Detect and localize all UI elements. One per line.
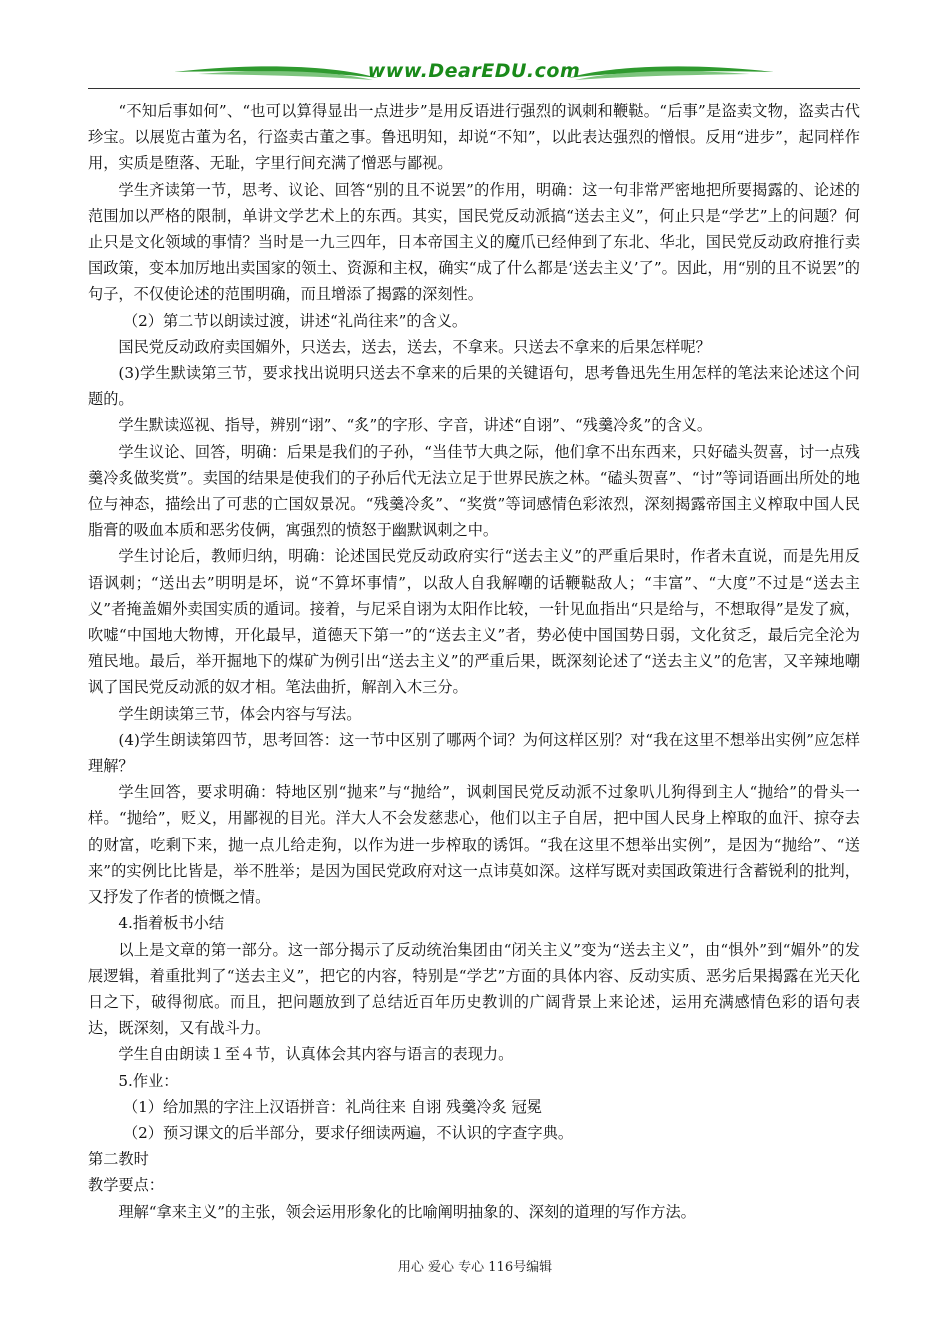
paragraph: 学生回答，要求明确：特地区别“抛来”与“抛给”，讽刺国民党反动派不过象叭儿狗得到主人“抛给”的骨头一样。“抛给”，贬义，用鄙视的目光。洋大人不会发慈悲心，他们以主子自居，把中国人民身上榨取的血汗、掠夺去的财富，吃剩下来，抛一点儿给走狗，以作为进一步榨取的诱饵。“我在这里不想举出实例”，是因为“抛给”、“送来”的实例比比皆是，举不胜举；是因为国民党政府对这一点讳莫如深。这样写既对卖国政策进行含蓄锐利的批判，又抒发了作者的愤慨之情。	[88, 783, 860, 907]
paragraph: 学生朗读第三节，体会内容与写法。	[118, 704, 362, 723]
paragraph: 学生议论、回答，明确：后果是我们的子孙，“当佳节大典之际，他们拿不出东西来，只好磕头贺喜，讨一点残羹冷炙做奖赏”。卖国的结果是使我们的子孙后代无法立足于世界民族之林。“磕头贺喜”、“讨”等词语画出所处的地位与神态，描绘出了可悲的亡国奴景况。“残羹冷炙”、“奖赏”等词感情色彩浓烈，深刻揭露帝国主义榨取中国人民脂膏的吸血本质和恶劣伎俩，寓强烈的愤怒于幽默讽刺之中。	[88, 442, 860, 540]
paragraph: （2）第二节以朗读过渡，讲述“礼尚往来”的含义。	[122, 311, 468, 330]
paragraph: 学生自由朗读１至４节，认真体会其内容与语言的表现力。	[118, 1045, 514, 1064]
section-heading: 4.指着板书小结	[118, 914, 225, 933]
paragraph: 以上是文章的第一部分。这一部分揭示了反动统治集团由“闭关主义”变为“送去主义”，由“惧外”到“媚外”的发展逻辑，着重批判了“送去主义”，把它的内容，特别是“学艺”方面的具体内容、反动实质、恶劣后果揭露在光天化日之下，破得彻底。而且，把问题放到了总结近百年历史教训的广阔背景上来论述，运用充满感情色彩的语句表达，既深刻，又有战斗力。	[88, 940, 860, 1038]
header-divider	[88, 88, 860, 89]
paragraph: 国民党反动政府卖国媚外，只送去，送去，送去，不拿来。只送去不拿来的后果怎样呢？	[118, 337, 711, 356]
paragraph: (3)学生默读第三节，要求找出说明只送去不拿来的后果的关键语句，思考鲁迅先生用怎样的笔法来论述这个问题的。	[88, 364, 860, 409]
paragraph: 学生齐读第一节，思考、议论、回答“别的且不说罢”的作用，明确：这一句非常严密地把所要揭露的、论述的范围加以严格的限制，单讲文学艺术上的东西。其实，国民党反动派搞“送去主义”，何止只是“学艺”上的问题？何止只是文化领域的事情？当时是一九三四年，日本帝国主义的魔爪已经伸到了东北、华北，国民党反动政府推行卖国政策，变本加厉地出卖国家的领土、资源和主权，确实“成了什么都是‘送去主义’了”。因此，用“别的且不说罢”的句子，不仅使论述的范围明确，而且增添了揭露的深刻性。	[88, 180, 860, 304]
paragraph: 理解“拿来主义”的主张，领会运用形象化的比喻阐明抽象的、深刻的道理的写作方法。	[118, 1202, 696, 1221]
homework-item: （1）给加黑的字注上汉语拼音：礼尚往来 自诩 残羹冷炙 冠冕	[122, 1097, 542, 1116]
lesson-heading: 第二教时	[88, 1150, 149, 1169]
site-logo-text[interactable]: www.DearEDU.com	[367, 60, 581, 82]
page-footer: 用心 爱心 专心 116号编辑	[397, 1260, 553, 1275]
page-header	[88, 58, 860, 90]
homework-item: （2）预习课文的后半部分，要求仔细读两遍，不认识的字查字典。	[122, 1123, 574, 1142]
lesson-subheading: 教学要点：	[88, 1176, 164, 1195]
paragraph: “不知后事如何”、“也可以算得显出一点进步”是用反语进行强烈的讽刺和鞭鞑。“后事”是盗卖文物，盗卖古代珍宝。以展览古董为名，行盗卖古董之事。鲁迅明知，却说“不知”，以此表达强烈的憎恨。反用“进步”，起同样作用，实质是堕落、无耻，字里行间充满了憎恶与鄙视。	[88, 102, 860, 173]
document-body	[88, 98, 860, 1225]
paragraph: 学生讨论后，教师归纳，明确：论述国民党反动政府实行“送去主义”的严重后果时，作者未直说，而是先用反语讽刺；“送出去”明明是坏，说“不算坏事情”，以敌人自我解嘲的话鞭鞑敌人；“丰富”、“大度”不过是“送去主义”者掩盖媚外卖国实质的遁词。接着，与尼采自诩为太阳作比较，一针见血指出“只是给与，不想取得”是发了疯，吹嘘“中国地大物博，开化最早，道德天下第一”的“送去主义”者，势必使中国国势日弱，文化贫乏，最后完全沦为殖民地。最后，举开掘地下的煤矿为例引出“送去主义”的严重后果，既深刻论述了“送去主义”的危害，又辛辣地嘲讽了国民党反动派的奴才相。笔法曲折，解剖入木三分。	[88, 547, 860, 697]
section-heading: 5.作业：	[118, 1071, 179, 1090]
paragraph: (4)学生朗读第四节，思考回答：这一节中区别了哪两个词？为何这样区别？对“我在这里不想举出实例”应怎样理解？	[88, 730, 860, 776]
paragraph: 学生默读巡视、指导，辨别“诩”、“炙”的字形、字音，讲述“自诩”、“残羹冷炙”的含义。	[118, 416, 713, 435]
